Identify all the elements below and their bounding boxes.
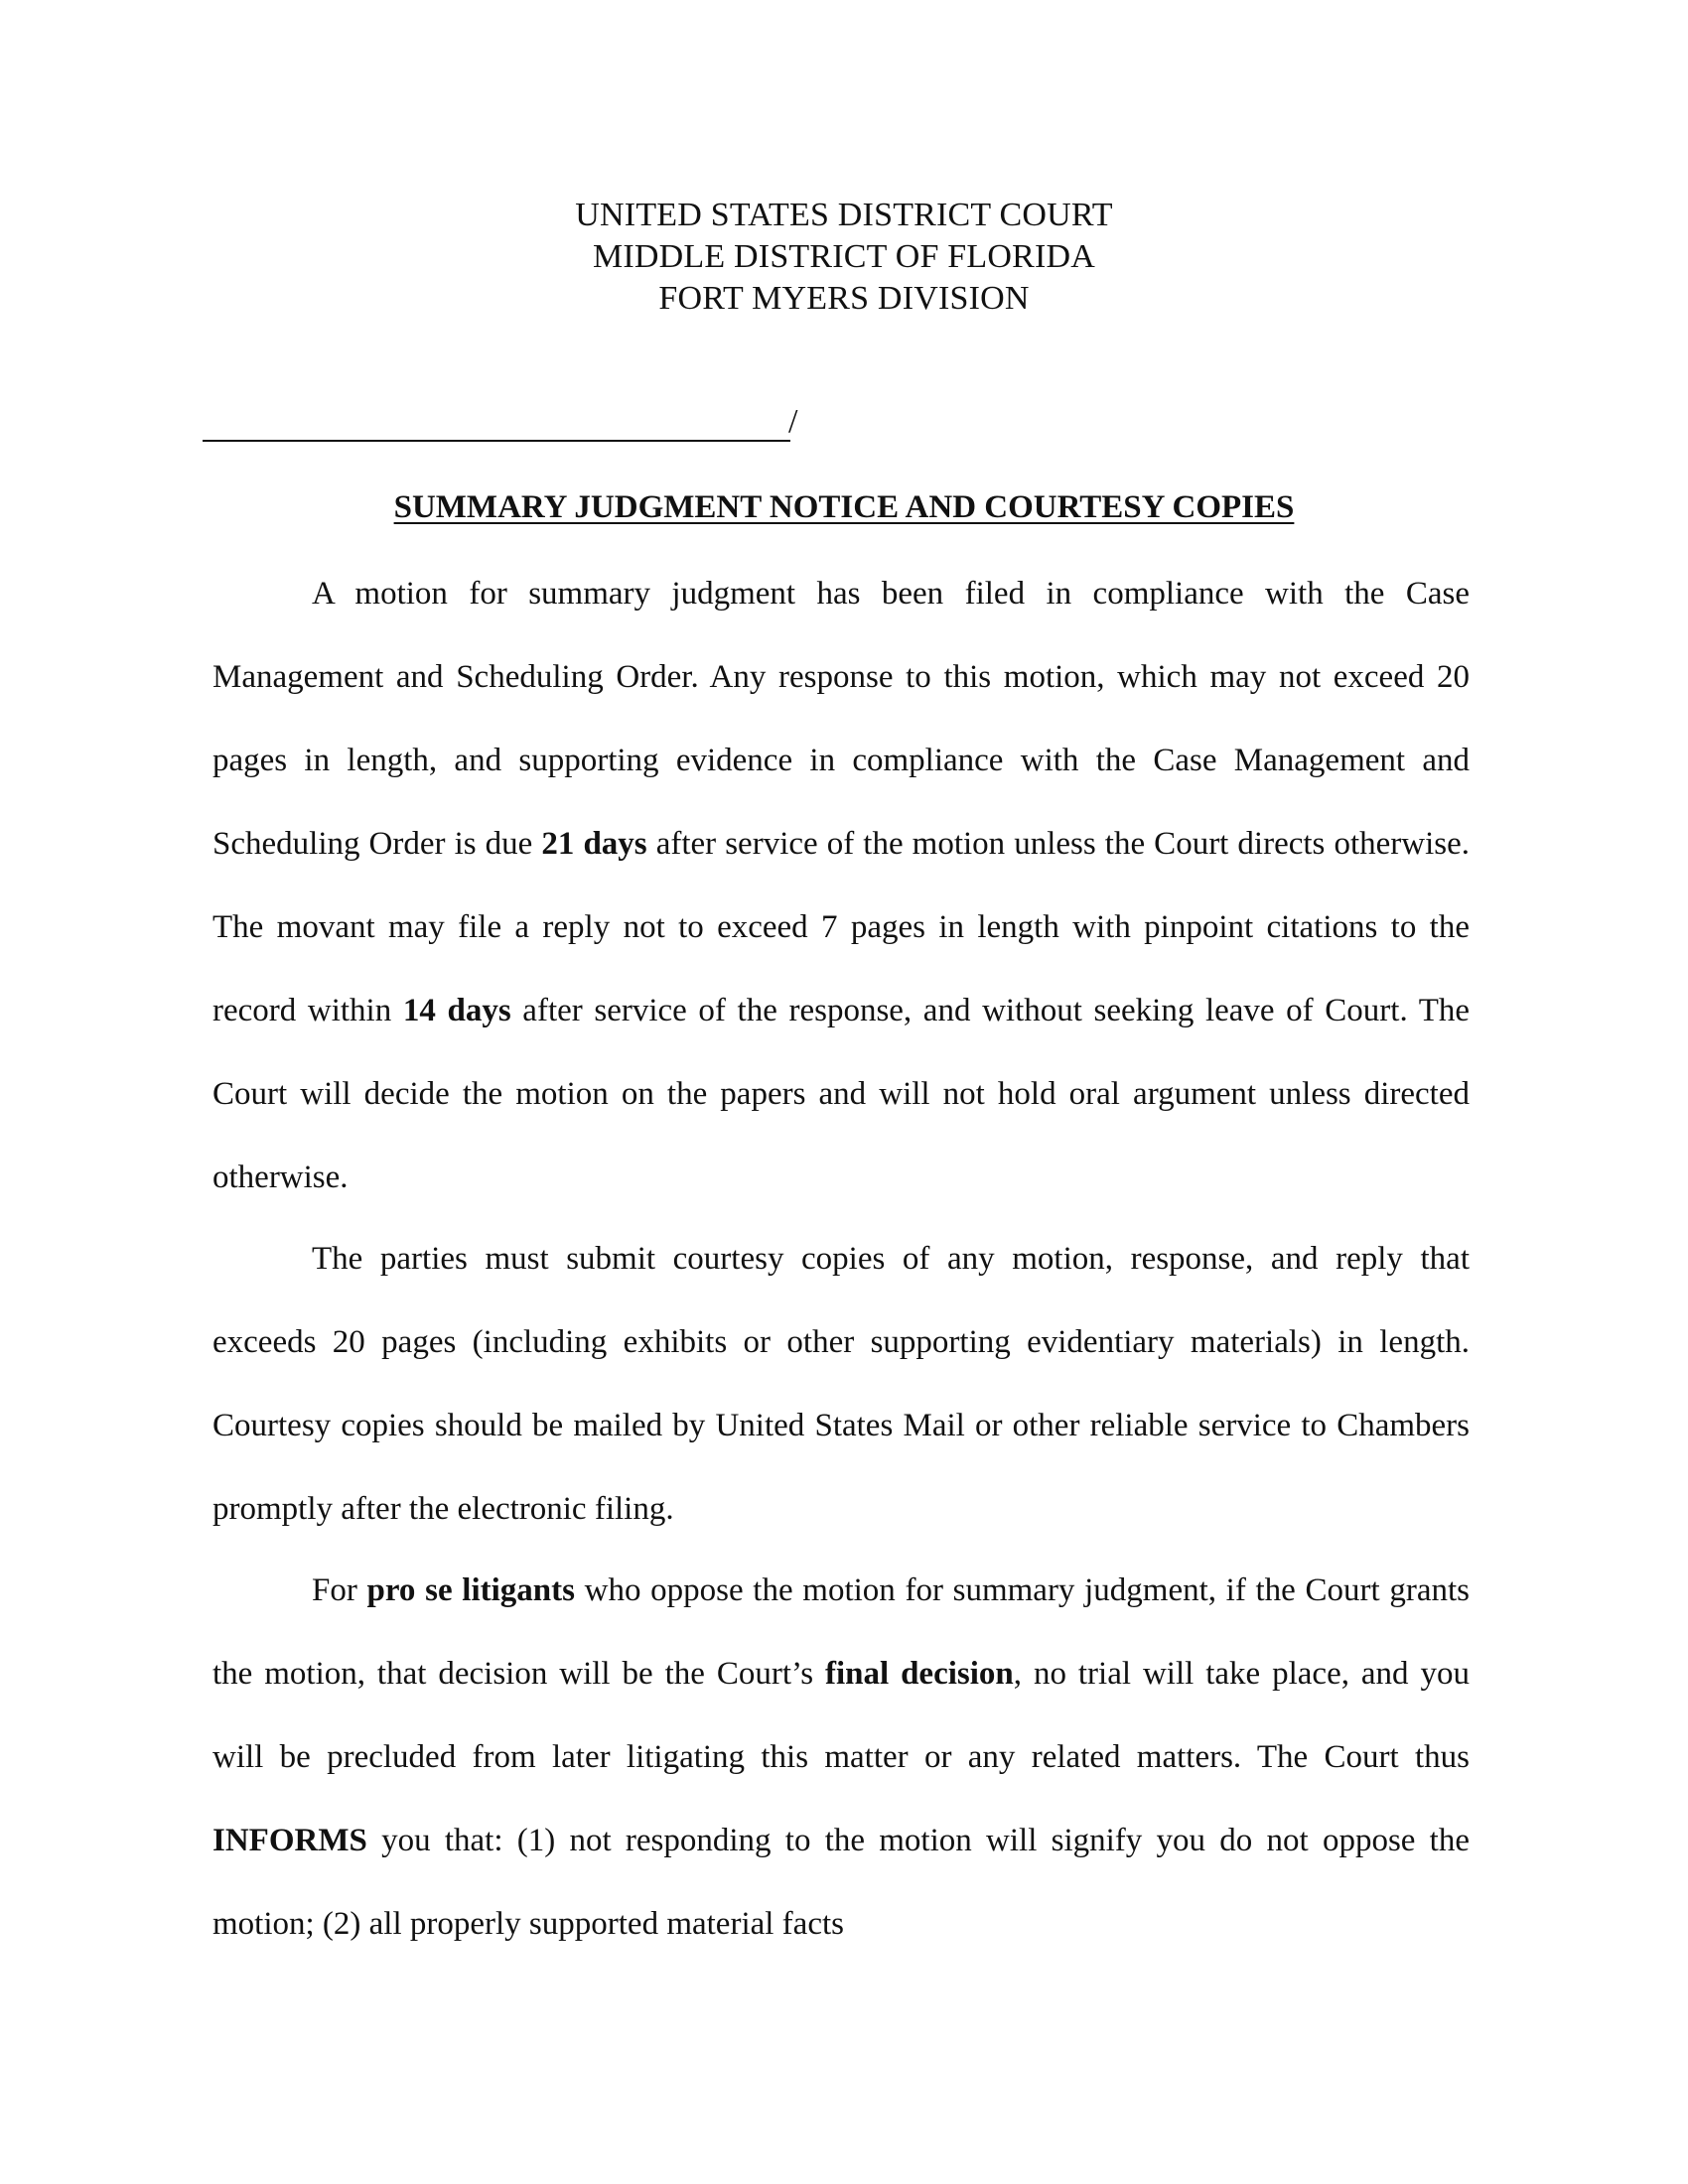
emphasis-21-days: 21 days [541,826,647,862]
emphasis-final-decision: final decision [824,1656,1014,1692]
court-header [0,195,1688,320]
emphasis-informs: INFORMS [212,1823,367,1858]
paragraph-pro-se-notice: For pro se litigants who oppose the motion for summary judgment, if the Court grants the motion, that decision will be the Court’s final decision, no trial will take place, and you will be precluded from later litigating this matter or any related matters. The Court thus INFORMS you that: (1) not responding to the motion will signify you do not oppose the motion; (2) all properly supported material facts [212,1572,1470,1942]
case-caption-blank-line [203,440,790,442]
document-title: SUMMARY JUDGMENT NOTICE AND COURTESY COPIES [393,489,1295,525]
emphasis-14-days: 14 days [402,993,511,1028]
district-name: MIDDLE DISTRICT OF FLORIDA [592,238,1096,275]
division-name: FORT MYERS DIVISION [658,280,1030,317]
case-caption-slash: / [788,403,798,440]
emphasis-pro-se-litigants: pro se litigants [366,1572,575,1608]
paragraph-courtesy-copies: The parties must submit courtesy copies of any motion, response, and reply that exceeds 20 pages (including exhibits or other supporting evidentiary materials) in length. Courtesy copies should be mailed by United States Mail or other reliable service to Chambers promptly after the electronic filing. [212,1241,1470,1527]
paragraph-response-deadlines: A motion for summary judgment has been filed in compliance with the Case Management and Scheduling Order. Any response to this motion, which may not exceed 20 pages in length, and supporting evidence in compliance with the Case Management and Scheduling Order is due 21 days after service of the motion unless the Court directs otherwise. The movant may file a reply not to exceed 7 pages in length with pinpoint citations to the record within 14 days after service of the response, and without seeking leave of Court. The Court will decide the motion on the papers and will not hold oral argument unless directed otherwise. [212,576,1471,1195]
court-name: UNITED STATES DISTRICT COURT [575,197,1113,233]
